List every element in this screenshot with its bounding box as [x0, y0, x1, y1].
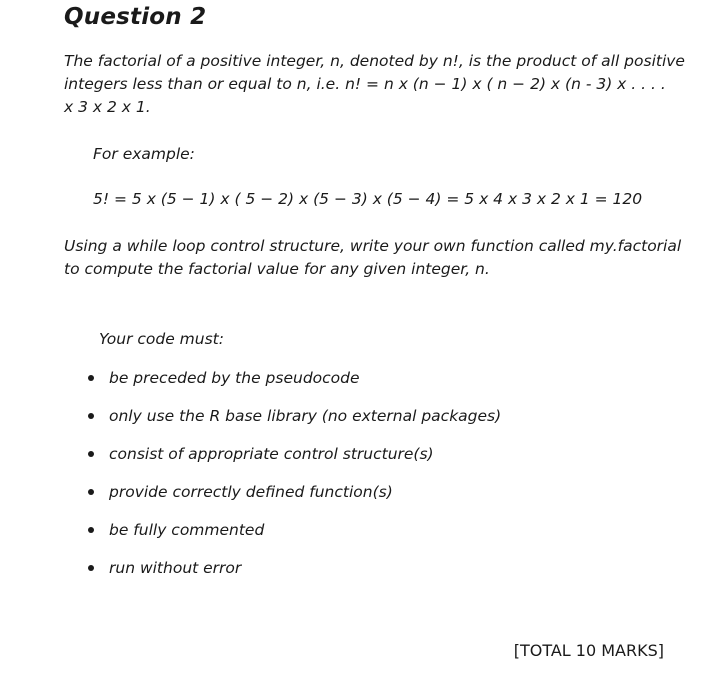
requirement-text: be preceded by the pseudocode — [109, 369, 360, 387]
intro-line: integers less than or equal to n, i.e. n! = n x (n − 1) x ( n − 2) x (n - 3) x . . . . — [64, 75, 666, 93]
task-line: to compute the factorial value for any given integer, n. — [64, 260, 490, 278]
bullet-icon — [88, 413, 94, 419]
intro-line: The factorial of a positive integer, n, denoted by n!, is the product of all positive — [64, 52, 685, 70]
requirement-item — [88, 443, 501, 481]
requirement-item — [88, 405, 501, 443]
requirement-text: provide correctly defined function(s) — [109, 483, 393, 501]
intro-paragraph — [64, 50, 685, 119]
intro-line: x 3 x 2 x 1. — [64, 98, 151, 116]
requirement-item — [88, 557, 501, 595]
requirements-heading: Your code must: — [99, 330, 224, 348]
requirement-text: be fully commented — [109, 521, 265, 539]
requirement-item — [88, 367, 501, 405]
bullet-icon — [88, 375, 94, 381]
bullet-icon — [88, 527, 94, 533]
requirements-list — [88, 367, 501, 595]
example-equation: 5! = 5 x (5 − 1) x ( 5 − 2) x (5 − 3) x (5 − 4) = 5 x 4 x 3 x 2 x 1 = 120 — [93, 190, 643, 208]
task-line: Using a while loop control structure, write your own function called my.factorial — [64, 237, 682, 255]
requirement-text: only use the R base library (no external packages) — [109, 407, 502, 425]
requirement-item — [88, 481, 501, 519]
requirement-text: consist of appropriate control structure(s) — [109, 445, 434, 463]
bullet-icon — [88, 565, 94, 571]
total-marks: [TOTAL 10 MARKS] — [513, 641, 664, 660]
requirement-item — [88, 519, 501, 557]
task-paragraph — [64, 235, 681, 281]
bullet-icon — [88, 489, 94, 495]
question-title: Question 2 — [64, 4, 207, 30]
requirement-text: run without error — [109, 559, 242, 577]
example-label: For example: — [93, 145, 195, 163]
bullet-icon — [88, 451, 94, 457]
